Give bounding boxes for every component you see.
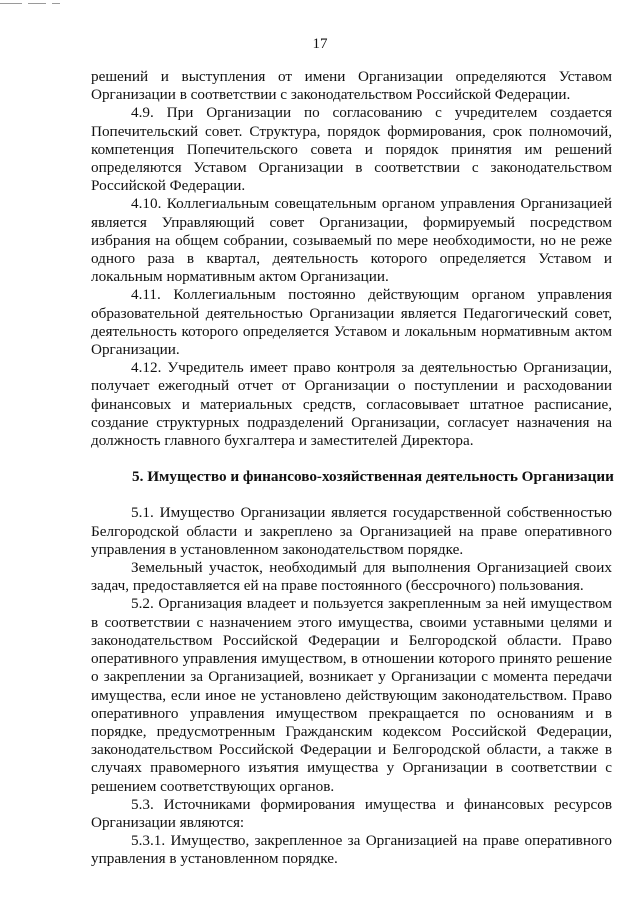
document-body (91, 68, 612, 869)
paragraph-4-10: 4.10. Коллегиальным совещательным органом управления Организацией является Управляющий совет Организации, формируемый посредством избрания на общем собрании, созываемый по мере необходимости, но не реже одного раза в квартал, деятельность которого определяется Уставом и локальным нормативным актом Организации. (91, 195, 612, 286)
paragraph-continuation: решений и выступления от имени Организации определяются Уставом Организации в соответствии с законодательством Российской Федерации. (91, 68, 612, 104)
scan-edge-mark (52, 3, 60, 4)
paragraph-4-9: 4.9. При Организации по согласованию с учредителем создается Попечительский совет. Структура, порядок формирования, срок полномочий, компетенция Попечительского совета и порядок принятия им решений определяются Уставом Организации в соответствии с законодательством Российской Федерации. (91, 104, 612, 195)
section-heading: 5. Имущество и финансово-хозяйственная деятельность Организации (132, 468, 614, 486)
paragraph-5-2: 5.2. Организация владеет и пользуется закрепленным за ней имуществом в соответствии с назначением этого имущества, своими уставными целями и законодательством Российской Федерации и Белгородской области. Право оперативного управления имуществом, в отношении которого принято решение о закреплении за Организацией, возникает у Организации с момента передачи имущества, если иное не установлено действующим законодательством. Право оперативного управления имуществом прекращается по основаниям и в порядке, предусмотренным Гражданским кодексом Российской Федерации, законодательством Российской Федерации и Белгородской области, а также в случаях правомерного изъятия имущества у Организации в соответствии с решением соответствующих органов. (91, 595, 612, 795)
scan-edge-mark (28, 3, 46, 4)
paragraph-5-3: 5.3. Источниками формирования имущества и финансовых ресурсов Организации являются: (91, 795, 612, 831)
page-number: 17 (312, 36, 328, 52)
paragraph-4-11: 4.11. Коллегиальным постоянно действующим органом управления образовательной деятельностью Организации является Педагогический совет, деятельность которого определяется Уставом и локальным нормативным актом Организации. (91, 286, 612, 359)
paragraph-land-plot: Земельный участок, необходимый для выполнения Организацией своих задач, предоставляется ей на праве постоянного (бессрочного) пользования. (91, 559, 612, 595)
paragraph-5-1: 5.1. Имущество Организации является государственной собственностью Белгородской области и закреплено за Организацией на праве оперативного управления в установленном законодательством порядке. (91, 504, 612, 558)
scan-edge-mark (0, 3, 22, 4)
paragraph-4-12: 4.12. Учредитель имеет право контроля за деятельностью Организации, получает ежегодный отчет от Организации о поступлении и расходовании финансовых и материальных средств, согласовывает штатное расписание, создание структурных подразделений Организации, согласует назначения на должность главного бухгалтера и заместителей Директора. (91, 359, 612, 450)
paragraph-5-3-1: 5.3.1. Имущество, закрепленное за Организацией на праве оперативного управления в установленном порядке. (91, 832, 612, 868)
